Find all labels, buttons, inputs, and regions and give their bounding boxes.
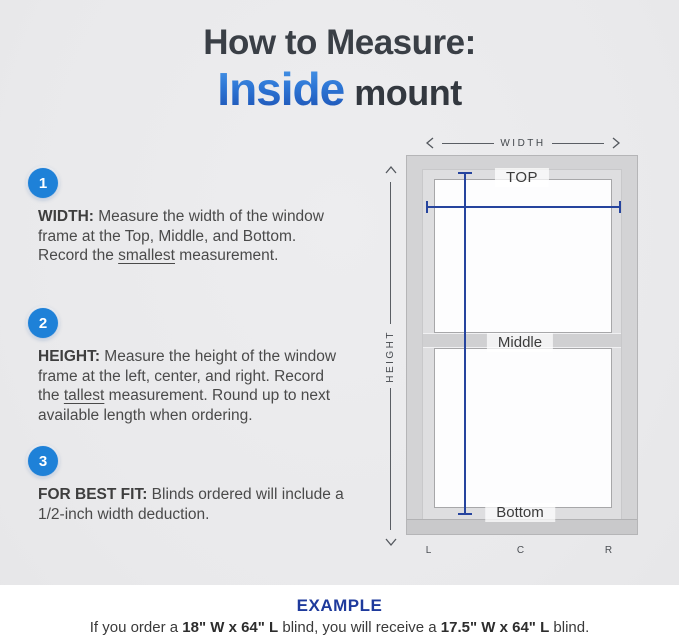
window-upper-pane <box>434 179 612 333</box>
width-dimension-arrow <box>424 136 622 150</box>
step-2-body: Measure the height of the window frame at the left, center, and right. Record the <box>38 348 337 404</box>
example-ordered-size: 18" W x 64" L <box>182 619 279 636</box>
step-1-badge: 1 <box>28 168 58 198</box>
width-measure-line <box>426 206 621 208</box>
label-center-letter: C <box>516 545 526 556</box>
arrow-down-icon <box>384 536 398 548</box>
example-part-3: blind. <box>549 619 590 636</box>
step-2-badge: 2 <box>28 308 58 338</box>
arrow-line <box>442 143 494 144</box>
step-2-text <box>38 347 338 425</box>
label-left-letter: L <box>425 545 433 556</box>
width-arrow-label: WIDTH <box>500 137 546 149</box>
step-2-label: HEIGHT: <box>38 348 100 365</box>
subtitle-suffix: mount <box>354 71 462 113</box>
width-measure-cap-left <box>426 201 428 213</box>
title-block <box>0 24 679 113</box>
label-middle: Middle <box>487 333 553 352</box>
step-1-underline: smallest <box>118 247 175 264</box>
label-bottom: Bottom <box>485 503 555 522</box>
label-right-letter: R <box>604 545 614 556</box>
example-part-1: If you order a <box>89 619 183 636</box>
step-2-underline: tallest <box>63 387 105 404</box>
step-3-badge: 3 <box>28 446 58 476</box>
example-received-size: 17.5" W x 64" L <box>440 619 550 636</box>
page-title: How to Measure: <box>203 23 476 62</box>
step-3 <box>28 446 380 524</box>
arrow-up-icon <box>384 164 398 176</box>
step-1-text <box>38 207 338 266</box>
arrow-line <box>390 388 391 530</box>
example-part-2: blind, you will receive a <box>278 619 441 636</box>
step-3-body: Blinds ordered will include a 1/2-inch width deduction. <box>38 486 344 523</box>
arrow-line <box>552 143 604 144</box>
height-dimension-arrow <box>383 164 398 548</box>
example-sentence <box>0 619 679 636</box>
step-1-body: Measure the width of the window frame at the Top, Middle, and Bottom. Record the <box>38 208 324 264</box>
subtitle-highlight: Inside <box>217 62 345 115</box>
example-footer <box>0 585 679 642</box>
height-measure-cap-bottom <box>458 513 472 515</box>
arrow-right-icon <box>610 136 622 150</box>
arrow-left-icon <box>424 136 436 150</box>
height-measure-line <box>464 172 466 515</box>
step-1-tail: measurement. <box>175 247 279 264</box>
window-lower-pane <box>434 348 612 508</box>
step-1-label: WIDTH: <box>38 208 94 225</box>
step-3-text <box>38 485 374 524</box>
step-1 <box>28 168 380 266</box>
height-arrow-label: HEIGHT <box>385 329 396 383</box>
height-measure-cap-top <box>458 172 472 174</box>
step-3-label: FOR BEST FIT: <box>38 486 148 503</box>
width-measure-cap-right <box>619 201 621 213</box>
step-2 <box>28 308 380 425</box>
page-subtitle <box>0 62 679 115</box>
label-top: TOP <box>495 168 549 187</box>
step-2-tail: measurement. Round up to next available length when ordering. <box>38 387 331 424</box>
arrow-line <box>390 182 391 324</box>
example-heading: EXAMPLE <box>296 596 383 615</box>
